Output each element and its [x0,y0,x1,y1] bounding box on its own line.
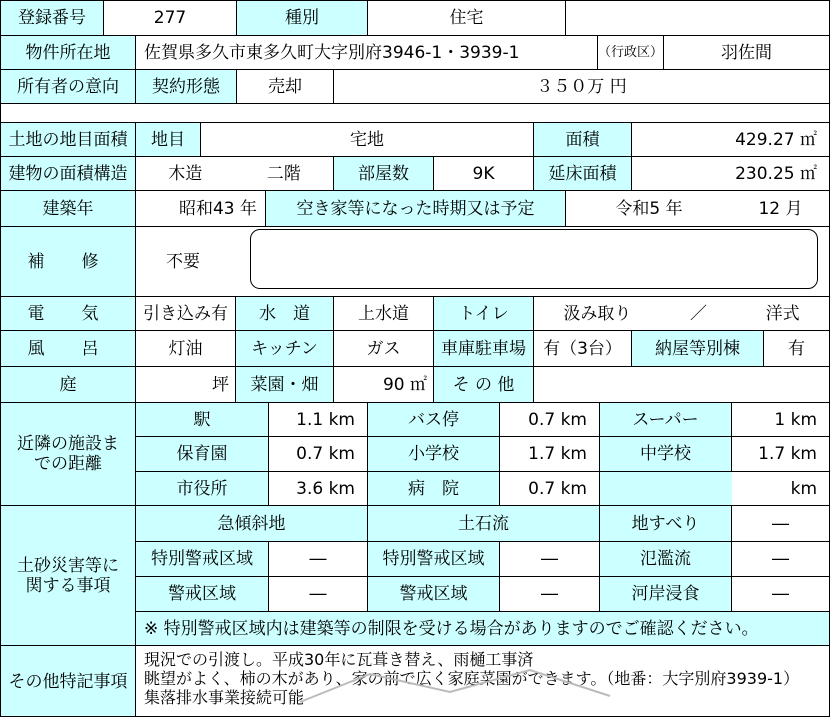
floor-area-value: 230.25 ㎡ [632,157,830,191]
notes-line-2: 眺望がよく、柿の木があり、家の前で広く家庭菜園ができます。（地番：大字別府3939-1） [144,669,800,688]
hazard-label: 土砂災害等に関する事項 [0,506,136,646]
bath-label: 風 呂 [0,331,136,367]
elementary-label: 小学校 [368,437,500,472]
debris-flow-label: 土石流 [368,506,600,542]
land-area-value: 429.27 ㎡ [632,123,830,157]
station-label: 駅 [136,403,269,437]
toilet-value: 汲み取り [563,303,632,324]
flood-flow-label: 氾濫流 [600,542,732,577]
landslide-label: 地すべり [600,506,732,542]
garden-unit: 坪 [136,367,236,403]
field-label: 菜園・畑 [236,367,334,403]
floors-value: 二階 [266,163,301,184]
warning-zone-label-2: 警戒区域 [368,577,500,612]
vacant-label: 空き家等になった時期又は予定 [266,191,566,227]
bus-value: 0.7 km [500,403,600,437]
land-area-label: 面積 [534,123,632,157]
junior-high-value: 1.7 km [732,437,830,472]
bank-erosion-label: 河岸浸食 [600,577,732,612]
electric-label: 電 気 [0,297,136,331]
toilet-label: トイレ [434,297,534,331]
toilet-style: 洋式 [765,303,800,324]
location-value: 佐賀県多久市東多久町大字別府3946-1・3939-1 [136,36,598,70]
building-label: 建物の面積構造 [0,157,136,191]
super-value: 1 km [732,403,830,437]
kitchen-value: ガス [334,331,434,367]
warning-zone-label-1: 警戒区域 [136,577,269,612]
shed-label: 納屋等別棟 [632,331,764,367]
type-value: 住宅 [368,0,566,36]
hospital-label: 病 院 [368,472,500,506]
built-year-label: 建築年 [0,191,136,227]
district-value: 羽佐間 [664,36,830,70]
contract-value: 売却 [237,70,334,104]
structure-value: 木造 [168,163,203,184]
field-value: 90 ㎡ [334,367,434,403]
repair-label: 補 修 [0,227,136,297]
district-label: （行政区） [598,36,664,70]
hospital-value: 0.7 km [500,472,600,506]
warning-zone-value-1: ― [269,577,368,612]
flood-flow-value: ― [732,542,830,577]
vacant-year: 令和5 年 [566,191,732,227]
warning-zone-value-2: ― [500,577,600,612]
rooms-label: 部屋数 [334,157,434,191]
bus-label: バス停 [368,403,500,437]
reg-number-label: 登録番号 [0,0,104,36]
contract-label: 契約形態 [136,70,237,104]
nearby-label: 近隣の施設までの距離 [0,403,136,506]
nursery-label: 保育園 [136,437,269,472]
special-zone-label-2: 特別警戒区域 [368,542,500,577]
bank-erosion-value: ― [732,577,830,612]
water-value: 上水道 [334,297,434,331]
rooms-value: 9K [434,157,534,191]
built-year-value: 昭和43 年 [136,191,266,227]
owner-intent-label: 所有者の意向 [0,70,136,104]
hazard-note: ※ 特別警戒区域内は建築等の制限を受ける場合がありますのでご確認ください。 [136,612,830,646]
electric-value: 引き込み有 [136,297,236,331]
toilet-separator: ／ [689,303,707,324]
parking-label: 車庫駐車場 [434,331,534,367]
super-label: スーパー [600,403,732,437]
reg-number-value: 277 [104,0,237,36]
shed-value: 有 [764,331,830,367]
land-category-value: 宅地 [201,123,534,157]
price-value: ３５０万 円 [334,70,830,104]
junior-high-label: 中学校 [600,437,732,472]
location-label: 物件所在地 [0,36,136,70]
notes-line-3: 集落排水事業接続可能 [144,688,305,707]
kitchen-label: キッチン [236,331,334,367]
parking-value: 有（3台） [534,331,632,367]
garden-label: 庭 [0,367,136,403]
land-label: 土地の地目面積 [0,123,136,157]
special-zone-label-1: 特別警戒区域 [136,542,269,577]
elementary-value: 1.7 km [500,437,600,472]
city-hall-value: 3.6 km [269,472,368,506]
blank-facility-value: km [732,472,830,506]
repair-value: 不要 [166,251,200,272]
land-category-label: 地目 [136,123,201,157]
other-notes-label: その他特記事項 [0,646,136,717]
water-label: 水 道 [236,297,334,331]
type-label: 種別 [237,0,368,36]
other-facility-label: そ の 他 [434,367,534,403]
floor-area-label: 延床面積 [534,157,632,191]
special-zone-value-2: ― [500,542,600,577]
station-value: 1.1 km [269,403,368,437]
steep-slope-label: 急傾斜地 [136,506,368,542]
notes-line-1: 現況での引渡し。平成30年に瓦葺き替え、雨樋工事済 [144,650,534,669]
nursery-value: 0.7 km [269,437,368,472]
bath-value: 灯油 [136,331,236,367]
special-zone-value-1: ― [269,542,368,577]
vacant-month: 12 月 [732,191,830,227]
landslide-value: ― [732,506,830,542]
city-hall-label: 市役所 [136,472,269,506]
